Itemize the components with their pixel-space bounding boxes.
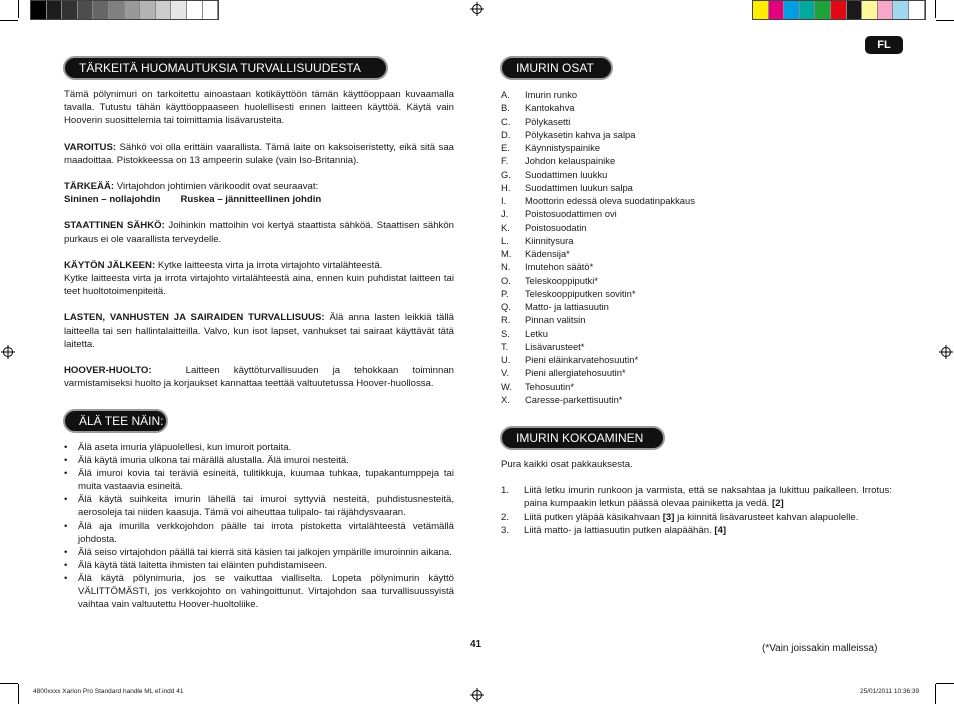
part-key: M. <box>501 248 512 259</box>
part-item <box>501 234 695 247</box>
print-slug-file: 4800xxxx Xarion Pro Standard handle ML ef.indd 41 <box>33 688 184 695</box>
part-key: K. <box>501 221 510 233</box>
part-item <box>501 88 695 101</box>
part-item <box>501 207 695 220</box>
part-key: I. <box>501 195 507 206</box>
registration-mark-icon <box>939 345 953 359</box>
part-item <box>501 313 695 326</box>
color-swatch <box>156 1 172 19</box>
part-key: A. <box>501 89 510 100</box>
dont-item: • Älä imuroi kovia tai teräviä esineitä, tulitikkuja, kuumaa tuhkaa, tupakantumppeja tai muita vastaavia esineitä. <box>64 467 454 493</box>
step-ref: [3] <box>662 511 675 523</box>
safety-heading: TÄRKEITÄ HUOMAUTUKSIA TURVALLISUUDESTA <box>63 56 388 80</box>
part-item <box>501 141 695 154</box>
donts-list <box>64 441 454 611</box>
part-label: Käynnistyspainike <box>525 142 601 153</box>
color-swatch <box>784 1 800 19</box>
part-label: Kiinnitysura <box>525 234 574 246</box>
part-label: Letku <box>525 327 548 339</box>
part-item <box>501 247 695 260</box>
warning-label: VAROITUS: <box>64 141 117 153</box>
part-label: Imurin runko <box>525 89 578 100</box>
static-text: Joihinkin mattoihin voi kertyä staattista sähköä. Staattisen sähkön purkaus ei ole vaarallista terveydelle. <box>64 220 454 245</box>
wire-brown: Ruskea – jännitteellinen johdin <box>180 194 322 206</box>
registration-mark-icon <box>470 688 484 702</box>
color-swatch <box>47 1 63 19</box>
assembly-section <box>501 458 892 537</box>
dont-item: • Älä käytä imuria ulkona tai märällä alustalla. Älä imuroi nesteitä. <box>64 454 454 467</box>
crop-mark <box>18 684 19 704</box>
part-key: H. <box>501 181 511 193</box>
part-item <box>501 168 695 181</box>
part-label: Caresse-parkettisuutin* <box>525 393 623 405</box>
part-item <box>501 380 695 393</box>
step-text: Liitä letku imurin runkoon ja varmista, että se naksahtaa ja lukittuu paikalleen. Irrotus: paina kumpaakin letkun päässä olevaa painiketta ja vedä. <box>524 485 892 510</box>
step-number: 1. <box>501 485 510 497</box>
step-ref: [2] <box>772 498 784 510</box>
page-number: 41 <box>470 639 482 650</box>
part-item <box>501 366 695 379</box>
color-swatch <box>78 1 94 19</box>
part-item <box>501 287 695 300</box>
dont-item: • Älä käytä suihkeita imurin lähellä tai imuroi syttyviä nesteitä, puhdistusnesteitä, aerosoleja tai niiden kaasuja. Tämä voi aiheuttaa tulipalo- tai räjähdysvaaran. <box>64 493 454 519</box>
warning-paragraph <box>64 141 454 167</box>
part-key: W. <box>501 380 512 392</box>
part-key: X. <box>501 393 510 405</box>
assembly-step <box>501 511 892 524</box>
step-ref: [4] <box>714 524 727 536</box>
part-label: Poistosuodatin <box>525 221 587 233</box>
children-text: Älä anna lasten leikkiä tällä laitteella tai sen hallintalaitteilla. Valvo, kun isot lapset, vanhukset tai sairaat käyttävät tätä laitetta. <box>64 312 454 350</box>
color-swatch <box>815 1 831 19</box>
registration-mark-icon <box>470 2 484 16</box>
crop-mark <box>0 20 18 21</box>
color-swatch <box>171 1 187 19</box>
assembly-step <box>501 524 892 537</box>
color-swatch <box>831 1 847 19</box>
wire-blue: Sininen – nollajohdin <box>64 194 161 206</box>
warning-text: Sähkö voi olla erittäin vaarallista. Tämä laite on kaksoiseristetty, eikä sitä saa maadoittaa. Pistokkeessa on 13 ampeerin sulake (vain Iso-Britannia). <box>64 141 454 166</box>
after-use-paragraph <box>64 259 454 299</box>
part-key: E. <box>501 142 510 153</box>
part-key: J. <box>501 208 509 220</box>
part-item <box>501 115 695 128</box>
part-key: G. <box>501 168 511 180</box>
color-swatch <box>769 1 785 19</box>
grayscale-color-bar <box>30 0 219 20</box>
part-key: P. <box>501 287 509 299</box>
part-item <box>501 327 695 340</box>
dont-item: • Älä aja imurilla verkkojohdon päälle tai irrota pistoketta virtalähteestä vetämällä johdosta. <box>64 520 454 546</box>
color-swatch <box>140 1 156 19</box>
color-swatch <box>753 1 769 19</box>
children-paragraph <box>64 311 454 351</box>
part-key: N. <box>501 261 511 273</box>
dont-item: • Älä käytä tätä laitetta ihmisten tai eläinten puhdistamiseen. <box>64 559 454 572</box>
part-label: Poistosuodattimen ovi <box>525 208 617 220</box>
dont-item: • Älä seiso virtajohdon päällä tai kierrä sitä käsien tai jalkojen ympärille imuroinnin aikana. <box>64 546 454 559</box>
color-swatch <box>847 1 863 19</box>
service-text: Laitteen käyttöturvallisuuden ja tehokkaan toiminnan varmistamiseksi huolto ja korjaukset kannattaa teettää valtuutetussa Hoover-huollossa. <box>64 365 454 390</box>
part-label: Pieni eläinkarvatehosuutin* <box>525 354 639 365</box>
part-key: L. <box>501 234 509 246</box>
color-swatch <box>862 1 878 19</box>
print-slug-date: 25/01/2011 10:36:39 <box>860 688 920 695</box>
crop-mark <box>935 0 936 18</box>
part-label: Pölykasetti <box>525 115 571 127</box>
color-swatch <box>878 1 894 19</box>
part-key: R. <box>501 314 511 326</box>
color-swatch <box>909 1 925 19</box>
part-label: Johdon kelauspainike <box>525 155 616 167</box>
part-item <box>501 128 695 141</box>
assembly-intro: Pura kaikki osat pakkauksesta. <box>501 459 633 470</box>
safety-section <box>64 88 454 403</box>
crop-mark <box>0 683 18 684</box>
part-key: B. <box>501 102 510 114</box>
crop-mark <box>936 683 954 684</box>
part-label: Kantokahva <box>525 102 575 114</box>
static-paragraph <box>64 219 454 245</box>
language-badge: FL <box>865 36 903 54</box>
part-item <box>501 154 695 167</box>
dont-item: • Älä käytä pölynimuria, jos se vaikuttaa vialliselta. Lopeta pölynimurin käyttö VÄLITTÖMÄSTI, jos verkkojohto on vahingoittunut. Virtajohdon saa turvallisuussyistä vaihtaa vain valtuutettu Hoover-huoltoliike. <box>64 572 454 611</box>
part-label: Pölykasetin kahva ja salpa <box>525 128 636 140</box>
part-item <box>501 340 695 353</box>
footnote: (*Vain joissakin malleissa) <box>762 643 878 654</box>
step-text: Liitä putken yläpää käsikahvaan <box>524 511 661 523</box>
color-swatch <box>125 1 141 19</box>
part-item <box>501 181 695 194</box>
part-key: C. <box>501 115 511 127</box>
static-label: STAATTINEN SÄHKÖ: <box>64 220 165 232</box>
service-label: HOOVER-HUOLTO: <box>64 365 152 377</box>
children-label: LASTEN, VANHUSTEN JA SAIRAIDEN TURVALLISUUS: <box>64 312 325 324</box>
part-key: T. <box>501 340 509 352</box>
part-item <box>501 194 695 207</box>
crop-mark <box>936 20 954 21</box>
part-item <box>501 393 695 406</box>
part-key: D. <box>501 128 511 140</box>
assembly-heading: IMURIN KOKOAMINEN <box>500 426 665 450</box>
part-key: S. <box>501 327 510 339</box>
part-label: Kädensija* <box>525 248 570 259</box>
registration-mark-icon <box>1 345 15 359</box>
part-label: Suodattimen luukun salpa <box>525 181 633 193</box>
part-key: V. <box>501 367 509 379</box>
service-paragraph <box>64 364 454 390</box>
step-text: Liitä matto- ja lattiasuutin putken alapäähän. <box>524 524 712 536</box>
part-item <box>501 101 695 114</box>
part-item <box>501 221 695 234</box>
part-label: Teleskooppiputki* <box>525 274 598 286</box>
part-key: O. <box>501 274 511 286</box>
after-label: KÄYTÖN JÄLKEEN: <box>64 259 156 271</box>
crop-mark <box>18 0 19 18</box>
assembly-steps <box>501 484 892 537</box>
parts-heading: IMURIN OSAT <box>500 56 613 80</box>
part-item <box>501 260 695 273</box>
after-text: Kytke laitteesta virta ja irrota virtajohto virtalähteestä. <box>157 259 383 271</box>
after-text-2: Kytke laitteesta virta ja irrota virtajohto virtalähteestä aina, ennen kuin puhdistat laitteen tai teet huoltotoimenpiteitä. <box>64 273 454 298</box>
part-label: Matto- ja lattiasuutin <box>525 301 609 312</box>
part-label: Suodattimen luukku <box>525 168 608 180</box>
parts-list <box>501 88 695 406</box>
part-label: Moottorin edessä oleva suodatinpakkaus <box>525 195 695 206</box>
cmyk-color-bar <box>752 0 926 20</box>
part-label: Tehosuutin* <box>525 380 574 392</box>
assembly-step <box>501 484 892 510</box>
dont-item: • Älä aseta imuria yläpuolellesi, kun imuroit portaita. <box>64 441 454 454</box>
important-text: Virtajohdon johtimien värikoodit ovat seuraavat: <box>116 181 319 193</box>
part-label: Pieni allergiatehosuutin* <box>525 367 626 379</box>
safety-intro: Tämä pölynimuri on tarkoitettu ainoastaan kotikäyttöön tämän käyttöoppaan kuvaamalla tavalla. Tutustu tähän käyttöoppaaseen huolellisesti ennen laitteen käyttöä. Käytä vain Hooverin suosittelemia tai toimittamia lisävarusteita. <box>64 89 454 127</box>
color-swatch <box>109 1 125 19</box>
part-item <box>501 353 695 366</box>
part-item <box>501 300 695 313</box>
part-key: F. <box>501 155 509 167</box>
donts-heading: ÄLÄ TEE NÄIN: <box>63 409 168 433</box>
step-number: 2. <box>501 511 510 523</box>
crop-mark <box>935 684 936 704</box>
part-label: Lisävarusteet* <box>525 340 585 352</box>
important-label: TÄRKEÄÄ: <box>64 181 115 193</box>
step-text: ja kiinnitä lisävarusteet kahvan alapuolelle. <box>677 511 859 523</box>
part-label: Teleskooppiputken sovitin* <box>525 287 636 299</box>
color-swatch <box>31 1 47 19</box>
color-swatch <box>187 1 203 19</box>
color-swatch <box>203 1 219 19</box>
step-number: 3. <box>501 524 510 536</box>
color-swatch <box>800 1 816 19</box>
part-label: Pinnan valitsin <box>525 314 586 326</box>
part-item <box>501 274 695 287</box>
color-swatch <box>93 1 109 19</box>
color-swatch <box>893 1 909 19</box>
important-paragraph <box>64 180 454 206</box>
part-label: Imutehon säätö* <box>525 261 594 273</box>
part-key: Q. <box>501 301 511 312</box>
color-swatch <box>62 1 78 19</box>
part-key: U. <box>501 354 511 365</box>
